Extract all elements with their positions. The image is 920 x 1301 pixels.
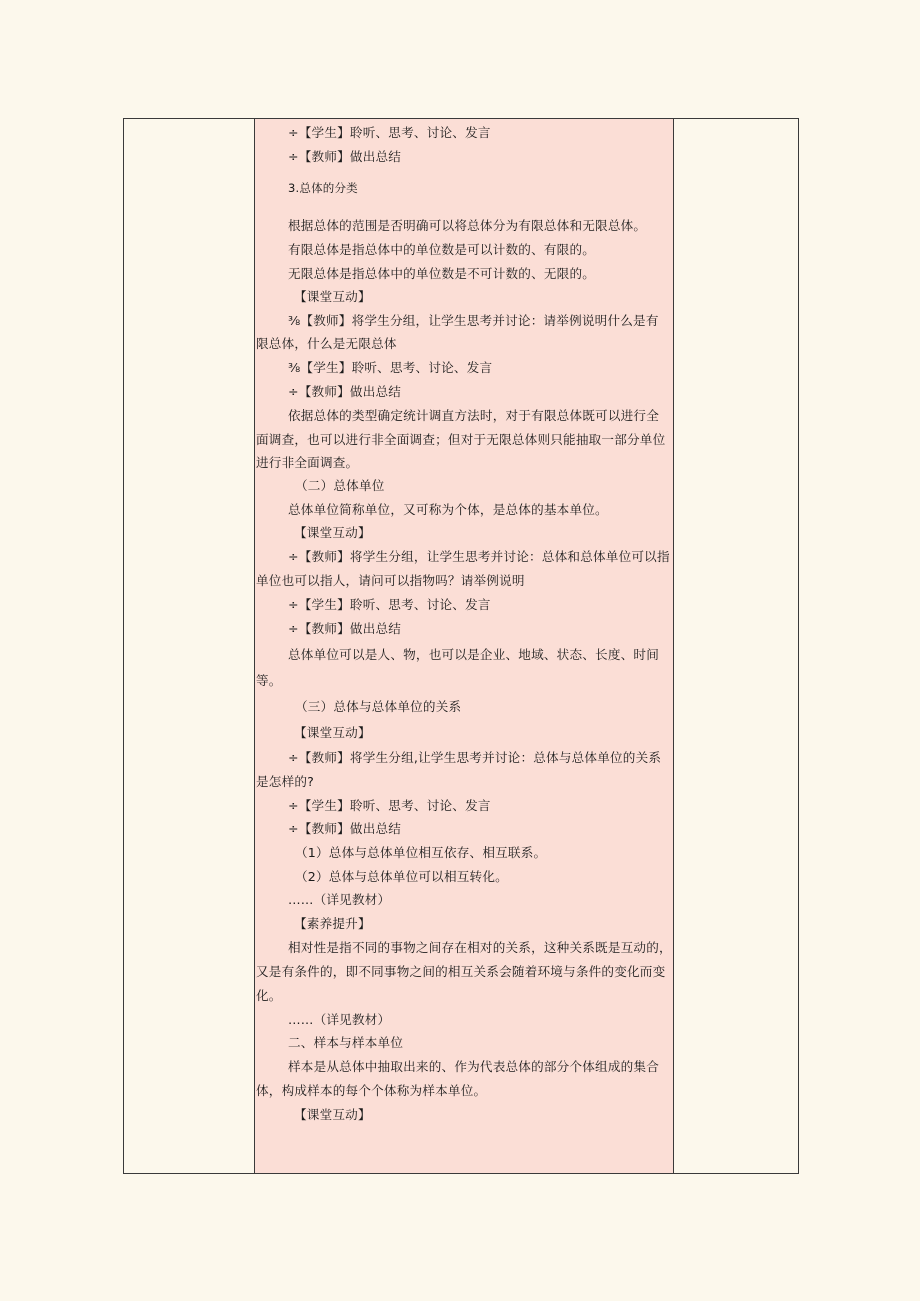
text-line: 单位也可以指人，请问可以指物吗？请举例说明	[256, 573, 525, 588]
text-line: 总体单位简称单位，又可称为个体，是总体的基本单位。	[288, 502, 608, 517]
text-line: 有限总体是指总体中的单位数是可以计数的、有限的。	[288, 242, 596, 257]
text-line: 样本是从总体中抽取出来的、作为代表总体的部分个体组成的集合	[288, 1059, 660, 1074]
literacy-heading: 【素养提升】	[294, 916, 371, 931]
text-line: 面调查，也可以进行非全面调查；但对于无限总体则只能抽取一部分单位	[256, 432, 666, 447]
text-line: ÷【学生】聆听、思考、讨论、发言	[288, 125, 491, 140]
content-column-cell	[255, 119, 674, 1173]
text-line: 又是有条件的，即不同事物之间的相互关系会随着环境与条件的变化而变	[256, 964, 666, 979]
interaction-heading: 【课堂互动】	[294, 289, 371, 304]
interaction-heading: 【课堂互动】	[294, 725, 371, 740]
interaction-heading: 【课堂互动】	[294, 1107, 371, 1122]
text-line: ÷【学生】聆听、思考、讨论、发言	[288, 798, 491, 813]
text-line: 总体单位可以是人、物，也可以是企业、地域、状态、长度、时间	[288, 647, 660, 662]
text-line: 进行非全面调查。	[256, 455, 359, 470]
text-line: ……（详见教材）	[288, 1012, 391, 1027]
text-line: 根据总体的范围是否明确可以将总体分为有限总体和无限总体。	[288, 218, 647, 233]
text-line: 体，构成样本的每个个体称为样本单位。	[256, 1083, 487, 1098]
text-line: 是怎样的?	[256, 774, 315, 789]
lesson-table	[123, 118, 799, 1174]
text-line: ÷【教师】将学生分组,让学生思考并讨论：总体与总体单位的关系	[288, 750, 662, 765]
text-line: ÷【学生】聆听、思考、讨论、发言	[288, 597, 491, 612]
text-line: 相对性是指不同的事物之间存在相对的关系，这种关系既是互动的，	[288, 940, 672, 955]
section-heading: 二、样本与样本单位	[288, 1035, 404, 1050]
text-line: ÷【教师】做出总结	[288, 149, 402, 164]
section-heading: （三）总体与总体单位的关系	[295, 699, 462, 714]
text-line: ÷【教师】做出总结	[288, 384, 402, 399]
text-line: 限总体，什么是无限总体	[256, 336, 397, 351]
text-line: （1）总体与总体单位相互依存、相互联系。	[295, 845, 547, 860]
section-heading: 3.总体的分类	[288, 181, 358, 195]
text-line: 无限总体是指总体中的单位数是不可计数的、无限的。	[288, 266, 596, 281]
interaction-heading: 【课堂互动】	[294, 525, 371, 540]
text-line: 化。	[256, 988, 282, 1003]
text-line: 等。	[256, 673, 282, 688]
text-line: ÷【教师】将学生分组，让学生思考并讨论：总体和总体单位可以指	[288, 549, 670, 564]
right-column-cell	[674, 119, 798, 1173]
text-line: 依据总体的类型确定统计调直方法时，对于有限总体既可以进行全	[288, 408, 660, 423]
text-line: （2）总体与总体单位可以相互转化。	[295, 869, 508, 884]
text-line: ÷【教师】做出总结	[288, 821, 402, 836]
text-line: ⅜【教师】将学生分组，让学生思考并讨论：请举例说明什么是有	[288, 313, 659, 328]
text-line: ⅜【学生】聆听、思考、讨论、发言	[288, 360, 493, 375]
left-column-cell	[124, 119, 255, 1173]
text-line: ÷【教师】做出总结	[288, 621, 402, 636]
section-heading: （二）总体单位	[295, 478, 385, 493]
text-line: ……（详见教材）	[288, 892, 391, 907]
